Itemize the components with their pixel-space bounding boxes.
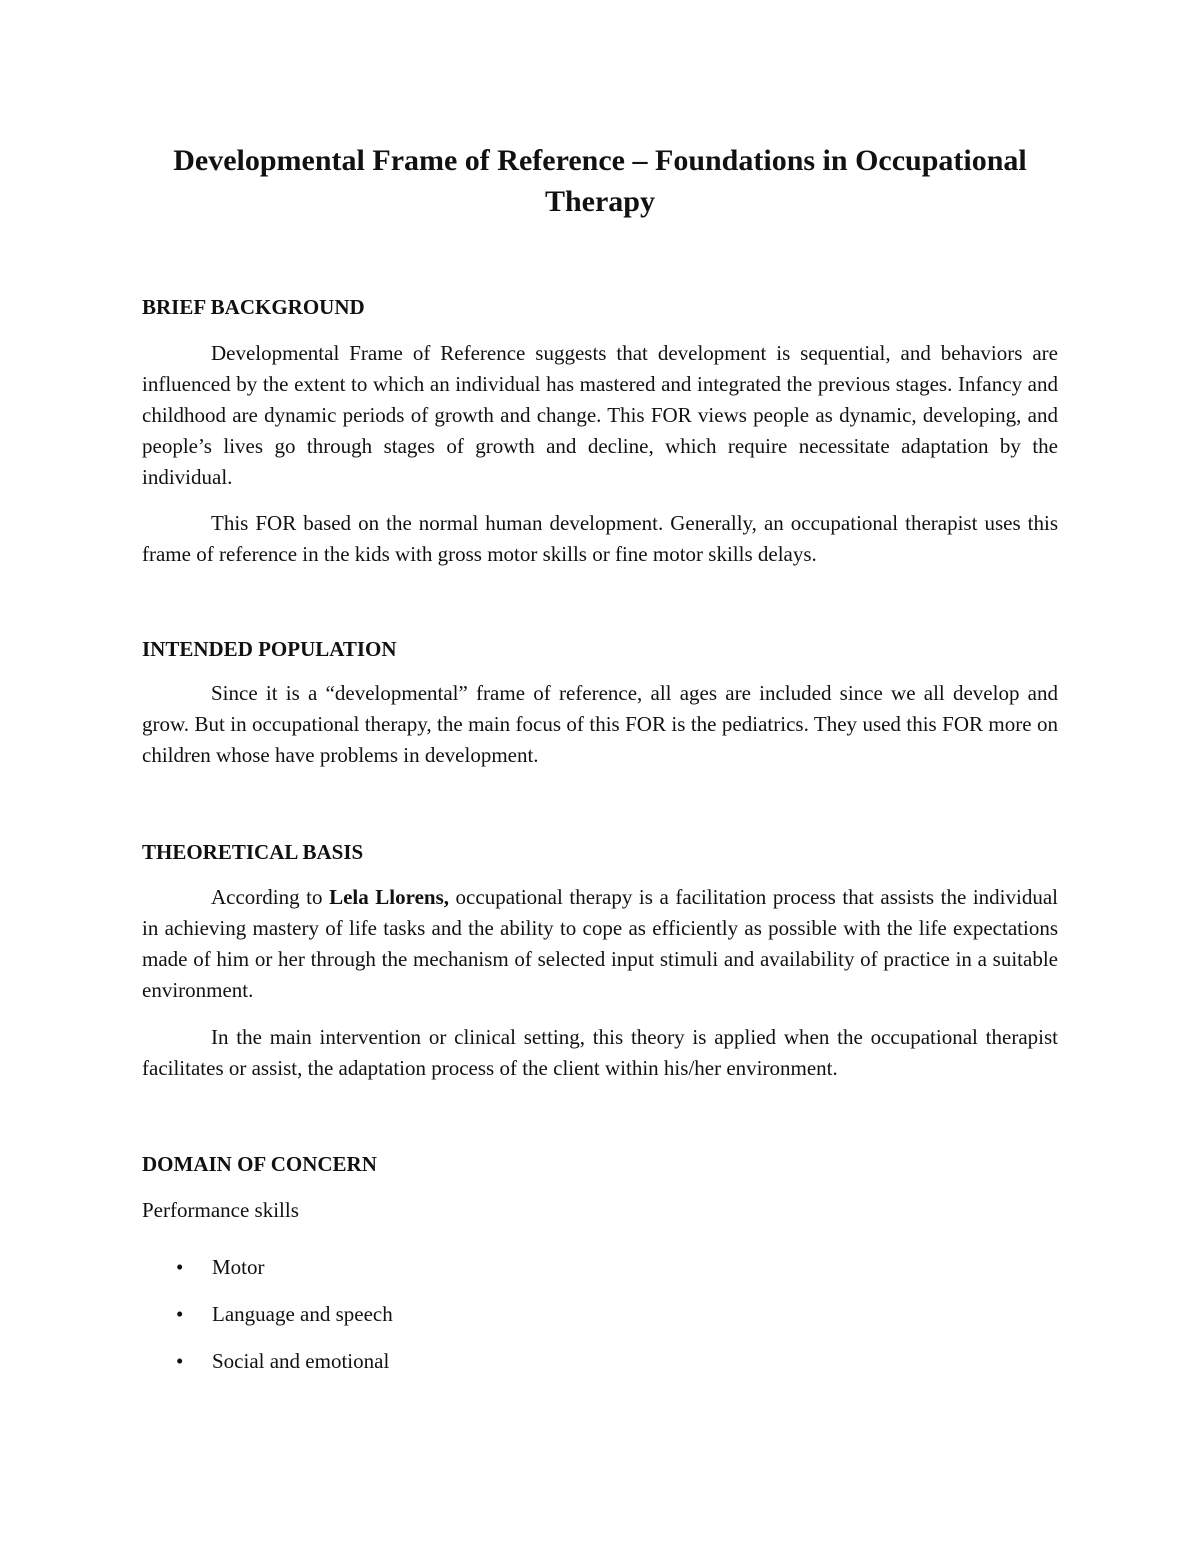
heading-intended-population: INTENDED POPULATION bbox=[142, 637, 397, 661]
paragraph-brief-background-2: This FOR based on the normal human development. Generally, an occupational therapist uses this frame of reference in the kids with gross motor skills or fine motor skills delays. bbox=[142, 511, 1058, 566]
paragraph-brief-background-1: Developmental Frame of Reference suggests that development is sequential, and behaviors are influenced by the extent to which an individual has mastered and integrated the previous stages. Infancy and childhood are dynamic periods of growth and change. This FOR views people as dynamic, developing, and people’s lives go through stages of growth and decline, which require necessitate adaptation by the individual. bbox=[142, 341, 1058, 489]
paragraph-theoretical-basis-1-rest: occupational therapy is a facilitation process that assists the individual in achieving mastery of life tasks and the ability to cope as efficiently as possible with the life expectations made of him or her through the mechanism of selected input stimuli and availability of practice in a suitable environment. bbox=[142, 885, 1058, 1002]
subheading-performance-skills: Performance skills bbox=[142, 1198, 299, 1222]
bullet-icon: • bbox=[176, 1349, 184, 1373]
paragraph-theoretical-basis-1 bbox=[142, 882, 1058, 1006]
page-title: Developmental Frame of Reference – Foundations in Occupational Therapy bbox=[173, 144, 1027, 218]
list-item-label: Language and speech bbox=[212, 1302, 393, 1326]
list-item-label: Social and emotional bbox=[212, 1349, 390, 1373]
bullet-icon: • bbox=[176, 1255, 184, 1279]
heading-brief-background: BRIEF BACKGROUND bbox=[142, 295, 365, 319]
author-name: Lela Llorens, bbox=[329, 885, 449, 909]
bullet-icon: • bbox=[176, 1302, 184, 1326]
list-item-label: Motor bbox=[212, 1255, 265, 1279]
paragraph-theoretical-basis-1-start: According to bbox=[211, 885, 330, 909]
paragraph-intended-population: Since it is a “developmental” frame of reference, all ages are included since we all develop and grow. But in occupational therapy, the main focus of this FOR is the pediatrics. They used this FOR more on children whose have problems in development. bbox=[142, 681, 1058, 767]
heading-theoretical-basis: THEORETICAL BASIS bbox=[142, 840, 364, 864]
heading-domain-of-concern: DOMAIN OF CONCERN bbox=[142, 1152, 377, 1176]
paragraph-theoretical-basis-2: In the main intervention or clinical setting, this theory is applied when the occupational therapist facilitates or assist, the adaptation process of the client within his/her environment. bbox=[142, 1025, 1058, 1080]
